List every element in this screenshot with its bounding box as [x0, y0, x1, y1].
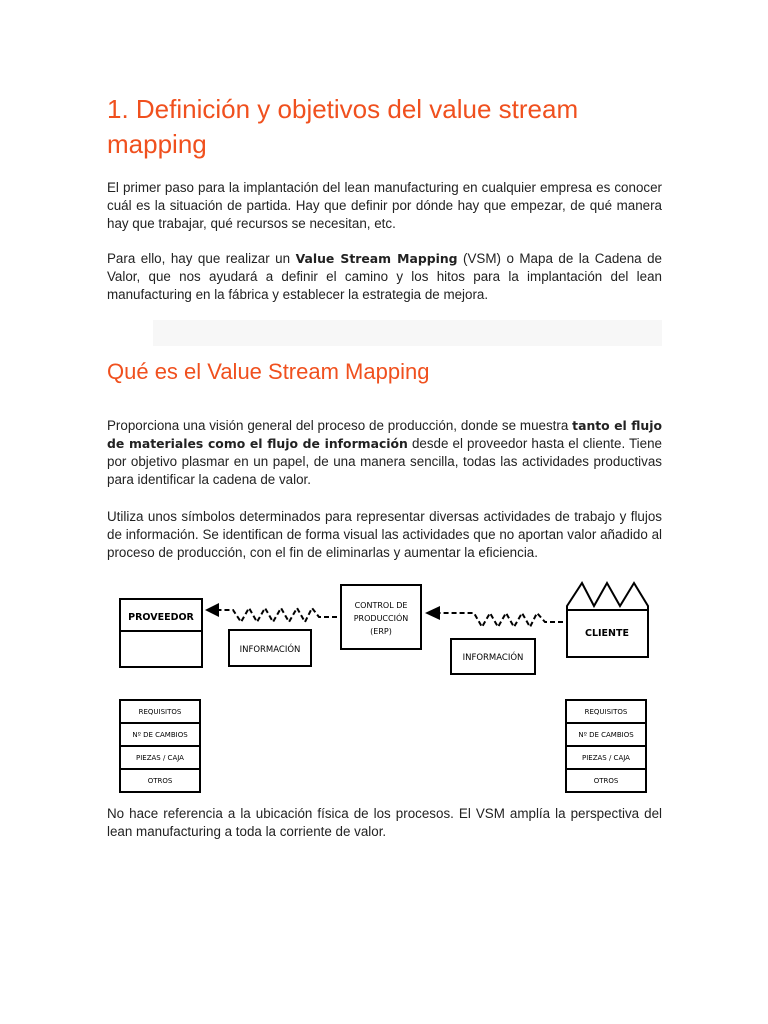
shaded-strip	[153, 320, 662, 346]
paragraph-proporciona	[107, 417, 662, 489]
table-right-cambios: Nº DE CAMBIOS	[578, 731, 634, 739]
section-title-definicion: 1. Definición y objetivos del value stream mapping	[107, 94, 579, 159]
table-left-piezas: PIEZAS / CAJA	[136, 754, 184, 762]
bold-term-vsm: Value Stream Mapping	[295, 251, 458, 266]
paragraph-text: desde el proveedor hasta el cliente. Tiene por objetivo plasmar en un papel, de una manera sencilla, todas las actividades productivas para identificar la cadena de valor.	[107, 436, 662, 487]
informacion-box-right	[451, 639, 535, 674]
control-label-line1: CONTROL DE	[354, 601, 408, 610]
data-table-left	[120, 700, 200, 792]
cliente-label: CLIENTE	[585, 628, 629, 639]
table-right-requisitos: REQUISITOS	[584, 708, 628, 716]
paragraph-para-ello	[107, 250, 662, 304]
control-produccion-box	[341, 585, 421, 649]
bold-phrase-flujos: tanto el flujo de materiales como el flujo de información	[107, 418, 662, 451]
table-left-otros: OTROS	[147, 777, 173, 785]
proveedor-box	[120, 599, 202, 667]
informacion-box-left	[229, 630, 311, 666]
info-arrow-left	[205, 603, 337, 622]
table-right-piezas: PIEZAS / CAJA	[582, 754, 630, 762]
section-title-que-es: Qué es el Value Stream Mapping	[107, 359, 430, 384]
proveedor-label: PROVEEDOR	[128, 612, 194, 623]
vsm-diagram	[105, 580, 665, 795]
table-left-requisitos: REQUISITOS	[138, 708, 182, 716]
cliente-factory-icon	[567, 583, 648, 657]
paragraph-text: Para ello, hay que realizar un	[107, 251, 296, 266]
table-right-otros: OTROS	[593, 777, 619, 785]
table-left-cambios: Nº DE CAMBIOS	[132, 731, 188, 739]
informacion-label-left: INFORMACIÓN	[239, 645, 301, 655]
paragraph-text: (VSM) o Mapa de la Cadena de Valor, que nos ayudará a definir el camino y los hitos para la implantación del lean manufacturing en la fábrica y establecer la estrategia de mejora.	[107, 251, 663, 302]
control-label-line2: PRODUCCIÓN	[353, 614, 409, 623]
paragraph-no-hace-referencia: No hace referencia a la ubicación física de los procesos. El VSM amplía la perspectiva del lean manufacturing a toda la corriente de valor.	[107, 806, 662, 839]
info-arrow-right	[425, 606, 563, 627]
paragraph-text: Proporciona una visión general del proceso de producción, donde se muestra	[107, 418, 573, 433]
paragraph-primer-paso: El primer paso para la implantación del lean manufacturing en cualquier empresa es conocer cuál es la situación de partida. Hay que definir por dónde hay que empezar, de qué manera hay que trabajar, qué recursos se necesitan, etc.	[107, 180, 662, 231]
informacion-label-right: INFORMACIÓN	[462, 653, 524, 663]
paragraph-utiliza: Utiliza unos símbolos determinados para representar diversas actividades de trabajo y flujos de información. Se identifican de forma visual las actividades que no aportan valor añadido al proceso de producción, con el fin de eliminarlas y aumentar la eficiencia.	[107, 509, 662, 560]
data-table-right	[566, 700, 646, 792]
control-label-line3: (ERP)	[370, 627, 392, 636]
